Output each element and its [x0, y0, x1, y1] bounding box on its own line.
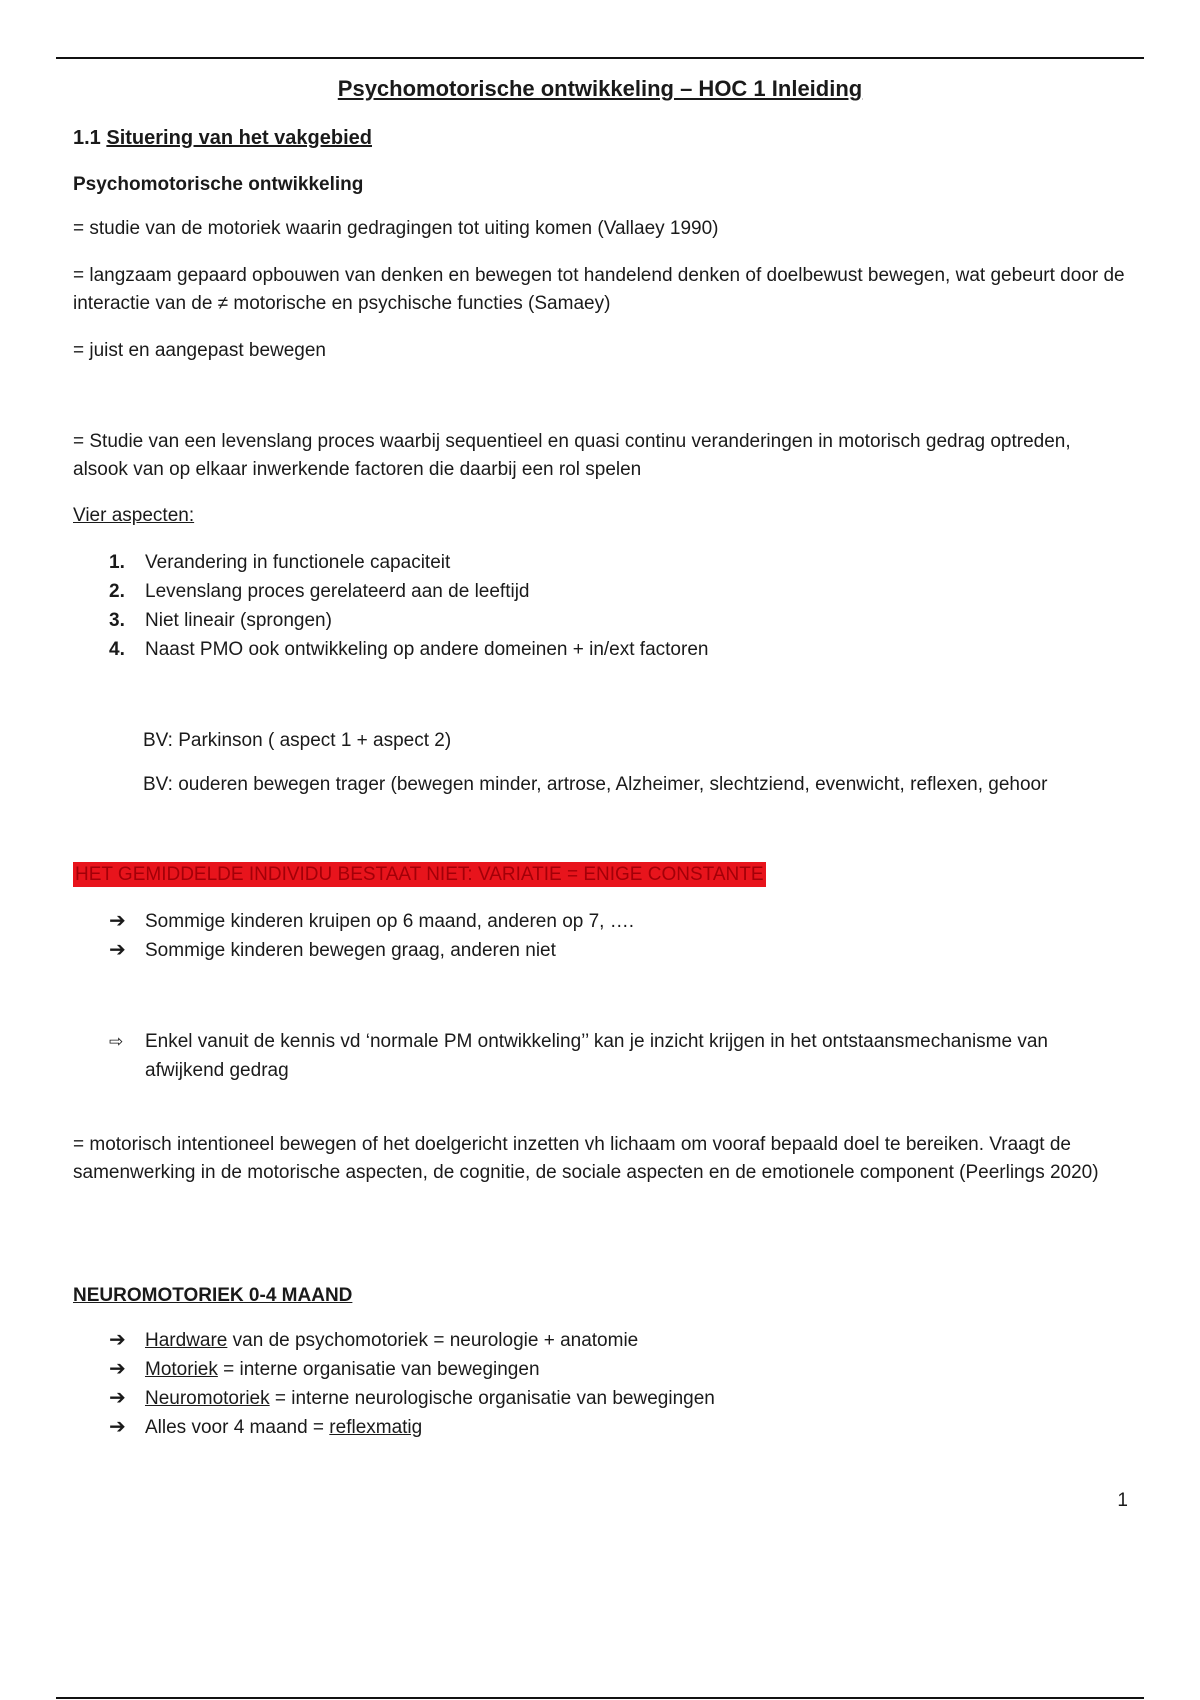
definition-samaey: = langzaam gepaard opbouwen van denken en bewegen tot handelend denken of doelbewust bewegen, wat gebeurt door de interactie van de ≠ motorische en psychische functies (Samaey)	[73, 265, 1125, 314]
page-number: 1	[1117, 1490, 1128, 1511]
variation-bullets	[73, 907, 1125, 965]
highlight-statement	[73, 861, 1125, 889]
section-title: Situering van het vakgebied	[106, 127, 372, 149]
arrow-right-icon: ➔	[109, 1387, 126, 1409]
list-item: ➔ Motoriek = interne organisatie van bewegingen	[73, 1355, 1125, 1384]
highlight-text: HET GEMIDDELDE INDIVIDU BESTAAT NIET: VARIATIE = ENIGE CONSTANTE	[75, 864, 764, 885]
neuro-heading: NEUROMOTORIEK 0-4 MAAND	[73, 1285, 353, 1306]
list-item: 2. Levenslang proces gerelateerd aan de leeftijd	[109, 581, 530, 602]
list-item: ➔ Sommige kinderen bewegen graag, anderen niet	[73, 936, 1125, 965]
section-heading	[73, 124, 1125, 152]
definition-juist: = juist en aangepast bewegen	[73, 340, 327, 361]
subheading: Psychomotorische ontwikkeling	[73, 174, 364, 195]
arrow-right-icon: ➔	[109, 939, 126, 961]
term-neuromotoriek: Neuromotoriek	[145, 1388, 270, 1409]
list-item: 1. Verandering in functionele capaciteit	[109, 552, 451, 573]
definition-vallaey: = studie van de motoriek waarin gedragingen tot uiting komen (Vallaey 1990)	[73, 218, 719, 239]
term-motoriek: Motoriek	[145, 1359, 218, 1380]
page-title: Psychomotorische ontwikkeling – HOC 1 Inleiding	[337, 76, 863, 101]
list-item	[73, 1027, 1125, 1085]
aspects-heading: Vier aspecten:	[73, 505, 195, 526]
section-number: 1.1	[73, 127, 107, 149]
list-item: ➔ Sommige kinderen kruipen op 6 maand, anderen op 7, ….	[73, 907, 1125, 936]
bottom-rule	[56, 1697, 1144, 1699]
hollow-arrow-icon: ⇨	[109, 1032, 124, 1051]
arrow-right-icon: ➔	[109, 1416, 126, 1438]
arrow-right-icon: ➔	[109, 1358, 126, 1380]
term-reflexmatig: reflexmatig	[329, 1417, 423, 1438]
arrow-right-icon: ➔	[109, 910, 126, 932]
term-hardware: Hardware	[145, 1330, 228, 1351]
list-item: 4. Naast PMO ook ontwikkeling op andere domeinen + in/ext factoren	[109, 639, 709, 660]
aspects-list	[73, 548, 708, 664]
top-rule	[56, 57, 1144, 59]
list-item: ➔ Neuromotoriek = interne neurologische organisatie van bewegingen	[73, 1384, 1125, 1413]
conclusion-text: Enkel vanuit de kennis vd ‘normale PM ontwikkeling’’ kan je inzicht krijgen in het ontstaansmechanisme van afwijkend gedrag	[145, 1031, 1048, 1081]
list-item: ➔ Alles voor 4 maand = reflexmatig	[73, 1413, 1125, 1442]
list-item: 3. Niet lineair (sprongen)	[109, 610, 332, 631]
definition-peerlings: = motorisch intentioneel bewegen of het doelgericht inzetten vh lichaam om vooraf bepaald doel te bereiken. Vraagt de samenwerking in de motorische aspecten, de cognitie, de sociale aspecten en de emotionele component (Peerlings 2020)	[73, 1134, 1099, 1183]
definition-levenslang: = Studie van een levenslang proces waarbij sequentieel en quasi continu veranderingen in motorisch gedrag optreden, alsook van op elkaar inwerkende factoren die daarbij een rol spelen	[73, 431, 1071, 480]
list-item: ➔ Hardware van de psychomotoriek = neurologie + anatomie	[73, 1326, 1125, 1355]
example-parkinson: BV: Parkinson ( aspect 1 + aspect 2)	[143, 730, 452, 751]
example-ouderen: BV: ouderen bewegen trager (bewegen minder, artrose, Alzheimer, slechtziend, evenwicht, reflexen, gehoor	[143, 774, 1048, 795]
neuro-bullets	[73, 1326, 1125, 1442]
conclusion-list	[73, 1027, 1125, 1085]
arrow-right-icon: ➔	[109, 1329, 126, 1351]
